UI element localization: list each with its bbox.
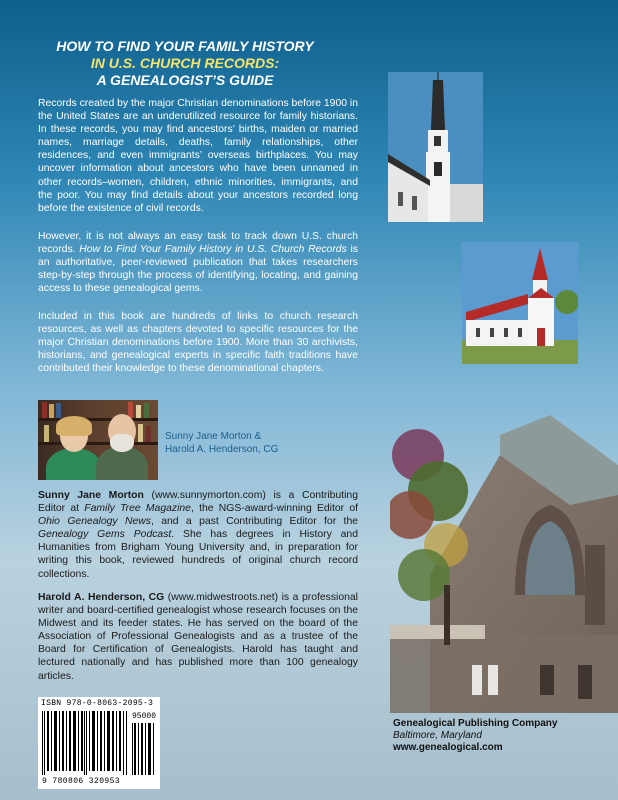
barcode-digits: 9 780806 320953 [42, 777, 121, 786]
bio1-name: Sunny Jane Morton [38, 490, 144, 501]
intro-paragraph-3: Included in this book are hundreds of links to church research resources, as well as chapters devoted to specific resources for the major Christian denominations before 1900. More than 30 archivists, historians, and genealogical experts in specific faith traditions have contributed their knowledge to these denominational chapters. [38, 311, 358, 375]
publisher-url[interactable]: www.genealogical.com [393, 742, 503, 753]
white-steeple-church-image [388, 72, 483, 222]
publisher-info [393, 718, 557, 754]
barcode-bars-icon [42, 711, 128, 775]
intro-paragraph-1: Records created by the major Christian denominations before 1900 in the United States are an underutilized resource for family historians. In these records, you may find ancestors’ births, maiden or married names, marriage details, deaths, family relationships, other residences, and even immigrants’ overseas birthplaces. You may uncover information about ancestors who have been unnamed in other records–women, children, ethnic minorities, immigrants, and the poor. You may find details about your ancestors recorded long before the existence of civil records. [38, 98, 358, 214]
p2-text-c: is an authoritative, peer-reviewed publication that takes researchers step-by-step through the process of identifying, locating, and gaining access to these genealogical gems. [38, 244, 358, 295]
title-line-3: A GENEALOGIST’S GUIDE [96, 72, 274, 88]
bio1-publication-2: Ohio Genealogy News [38, 516, 151, 528]
title-line-1: HOW TO FIND YOUR FAMILY HISTORY [56, 38, 314, 54]
bio1-text-3: , and a past Contributing Editor for the [150, 516, 358, 528]
author-caption [165, 430, 278, 456]
price-addon-text: 95000 [132, 712, 157, 721]
author-photo [38, 400, 158, 480]
author-caption-line-1: Sunny Jane Morton & [165, 431, 262, 442]
p2-text-a: However, it is not always an easy task to track down U.S. church records. [38, 231, 358, 256]
publisher-name: Genealogical Publishing Company [393, 718, 558, 729]
bio1-publication-3: Genealogy Gems Podcast [38, 529, 172, 541]
isbn-barcode [38, 697, 160, 789]
author-bio-morton [38, 489, 358, 581]
addon-bars-icon [132, 723, 156, 775]
book-title [30, 38, 340, 89]
bio2-text: (www.midwestroots.net) is a professional writer and board-certified genealogist whose research focuses on the Midwest and its feeder states. He has served on the board of the Association of Professional Genealogists and as a trustee of the Board for Certification of Genealogists. Harold has taught and lectured nationally and has published more than 100 genealogy articles. [38, 592, 358, 682]
isbn-text: ISBN 978-0-8063-2095-3 [41, 699, 154, 708]
bio1-text-4: . She has degrees in History and Humanities from Brigham Young University and, in preparation for writing this book, reviewed hundreds of original church record collections. [38, 529, 358, 580]
title-line-2: IN U.S. CHURCH RECORDS: [90, 55, 280, 71]
author-caption-line-2: Harold A. Henderson, CG [165, 444, 279, 455]
red-roof-church-image [462, 242, 578, 364]
author-bio-henderson [38, 591, 358, 683]
bio1-text-2: , the NGS-award-winning Editor of [190, 503, 358, 515]
publisher-city: Baltimore, Maryland [393, 730, 482, 741]
stone-church-image [390, 395, 618, 713]
bio1-publication-1: Family Tree Magazine [84, 503, 191, 515]
bio2-name: Harold A. Henderson, CG [38, 592, 165, 603]
bio1-text-1: (www.sunnymorton.com) is a Contributing Editor at [38, 490, 358, 515]
p2-book-title: How to Find Your Family History in U.S. Church Records [79, 244, 347, 256]
intro-paragraph-2 [38, 230, 358, 295]
